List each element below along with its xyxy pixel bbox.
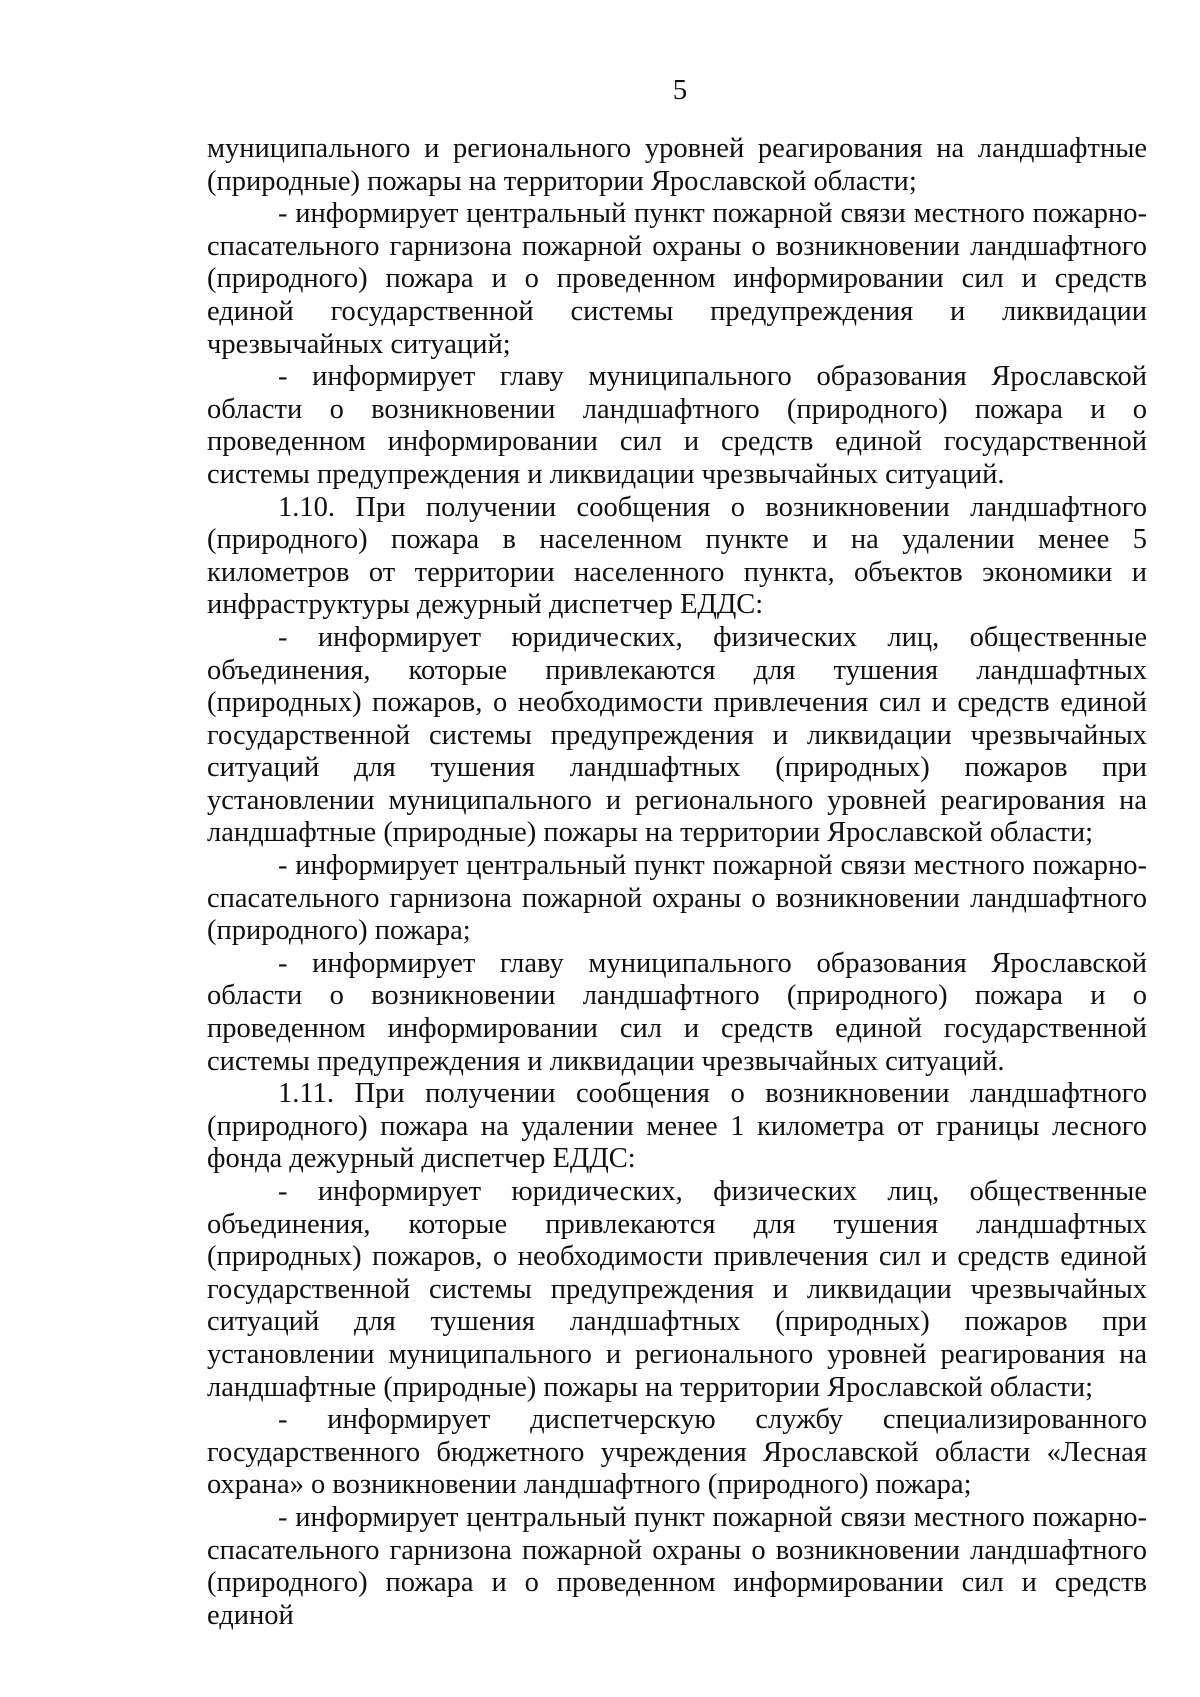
paragraph-list-item: - информирует юридических, физических лиц, общественные объединения, которые привлекаются для тушения ландшафтных (природных) пожаров, о необходимости привлечения сил и средств единой государственной системы предупреждения и ликвидации чрезвычайных ситуаций для тушения ландшафтных (природных) пожаров при установлении муниципального и регионального уровней реагирования на ландшафтные (природные) пожары на территории Ярославской области; xyxy=(207,621,1147,849)
paragraph-continuation: муниципального и регионального уровней реагирования на ландшафтные (природные) пожары на территории Ярославской области; xyxy=(207,133,1147,197)
paragraph-list-item: - информирует главу муниципального образования Ярославской области о возникновении ландшафтного (природного) пожара и о проведенном информировании сил и средств единой государственной системы предупреждения и ликвидации чрезвычайных ситуаций. xyxy=(207,361,1147,490)
paragraph-list-item: - информирует диспетчерскую службу специализированного государственного бюджетного учреждения Ярославской области «Лесная охрана» о возникновении ландшафтного (природного) пожара; xyxy=(207,1404,1147,1501)
paragraph-list-item: - информирует центральный пункт пожарной связи местного пожарно-спасательного гарнизона пожарной охраны о возникновении ландшафтного (природного) пожара; xyxy=(207,850,1147,947)
paragraph-list-item: - информирует центральный пункт пожарной связи местного пожарно-спасательного гарнизона пожарной охраны о возникновении ландшафтного (природного) пожара и о проведенном информировании сил и средств единой государственной системы предупреждения и ликвидации чрезвычайных ситуаций; xyxy=(207,198,1147,360)
page-number: 5 xyxy=(672,74,688,106)
paragraph-list-item: - информирует центральный пункт пожарной связи местного пожарно-спасательного гарнизона пожарной охраны о возникновении ландшафтного (природного) пожара и о проведенном информировании сил и средств единой xyxy=(207,1501,1147,1631)
paragraph-clause-1-11: 1.11. При получении сообщения о возникновении ландшафтного (природного) пожара на удалении менее 1 километра от границы лесного фонда дежурный диспетчер ЕДДС: xyxy=(207,1078,1147,1175)
paragraph-clause-1-10: 1.10. При получении сообщения о возникновении ландшафтного (природного) пожара в населенном пункте и на удалении менее 5 километров от территории населенного пункта, объектов экономики и инфраструктуры дежурный диспетчер ЕДДС: xyxy=(207,491,1147,621)
document-body xyxy=(207,133,1147,1632)
paragraph-list-item: - информирует главу муниципального образования Ярославской области о возникновении ландшафтного (природного) пожара и о проведенном информировании сил и средств единой государственной системы предупреждения и ликвидации чрезвычайных ситуаций. xyxy=(207,947,1147,1077)
paragraph-list-item: - информирует юридических, физических лиц, общественные объединения, которые привлекаются для тушения ландшафтных (природных) пожаров, о необходимости привлечения сил и средств единой государственной системы предупреждения и ликвидации чрезвычайных ситуаций для тушения ландшафтных (природных) пожаров при установлении муниципального и регионального уровней реагирования на ландшафтные (природные) пожары на территории Ярославской области; xyxy=(207,1176,1147,1403)
